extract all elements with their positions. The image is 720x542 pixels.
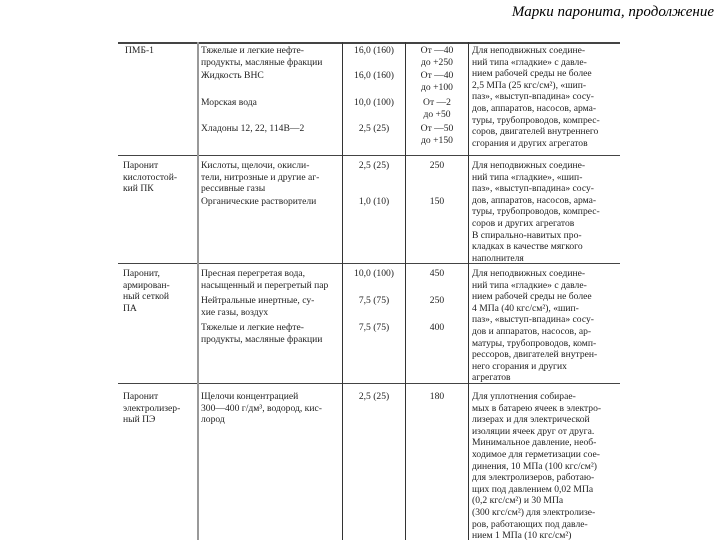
column-divider xyxy=(468,42,469,540)
temperature-cell: 250 xyxy=(429,160,445,171)
table-top-border xyxy=(118,42,620,44)
pressure-cell: 2,5 (25) xyxy=(358,391,390,402)
application-cell: Для неподвижных соедине- ний типа «гладкие», «шип- паз», «выступ-впадина» сосу- дов, аппаратов, насосов, арма- туры, трубопроводов, компрес- соров и других агрегатов В спирально-навитых про- кладках в качестве мягкого наполнителя xyxy=(472,160,600,264)
medium-cell: Жидкость ВНС xyxy=(201,70,264,81)
grade-cell: ПМБ-1 xyxy=(125,45,154,56)
temperature-cell: От —50 до +150 xyxy=(420,123,454,146)
medium-cell: Тяжелые и легкие нефте- продукты, масляные фракции xyxy=(201,45,323,68)
pressure-cell: 16,0 (160) xyxy=(354,70,394,81)
application-cell: Для неподвижных соедине- ний типа «гладкие» с давле- нием рабочей среды не более 4 МПа (40 кгс/см²), «шип- паз», «выступ-впадина» сосу- дов и аппаратов, насосов, ар- матуры, трубопроводов, комп- рессоров, двигателей внутрен- него сгорания и других агрегатов xyxy=(472,268,598,384)
pressure-cell: 10,0 (100) xyxy=(354,268,394,279)
pressure-cell: 2,5 (25) xyxy=(358,123,390,134)
row-divider xyxy=(118,155,620,156)
temperature-cell: 180 xyxy=(429,391,445,402)
application-cell: Для неподвижных соедине- ний типа «гладкие» с давле- нием рабочей среды не более 2,5 МПа (25 кгс/см²), «шип- паз», «выступ-впадина» сосу- дов, аппаратов, насосов, арма- туры, трубопроводов, компрес- соров, двигателей внутреннего сгорания и других агрегатов xyxy=(472,45,600,149)
medium-cell: Щелочи концентрацией 300—400 г/дм³, водород, кис- лород xyxy=(201,391,322,426)
medium-cell: Пресная перегретая вода, насыщенный и перегретый пар xyxy=(201,268,329,291)
column-divider xyxy=(197,42,199,540)
medium-cell: Кислоты, щелочи, окисли- тели, нитрозные и другие аг- рессивные газы xyxy=(201,160,320,195)
temperature-cell: 450 xyxy=(429,268,445,279)
pressure-cell: 2,5 (25) xyxy=(358,160,390,171)
temperature-cell: От —2 до +50 xyxy=(423,97,451,120)
pressure-cell: 7,5 (75) xyxy=(358,322,390,333)
temperature-cell: От —40 до +250 xyxy=(420,45,454,68)
grade-cell: Паронит электролизер- ный ПЭ xyxy=(123,391,181,426)
pressure-cell: 10,0 (100) xyxy=(354,97,394,108)
column-divider xyxy=(342,42,343,540)
pressure-cell: 16,0 (160) xyxy=(354,45,394,56)
pressure-cell: 7,5 (75) xyxy=(358,295,390,306)
grade-cell: Паронит кислотостой- кий ПК xyxy=(123,160,178,195)
temperature-cell: 150 xyxy=(429,196,445,207)
grade-cell: Паронит, армирован- ный сеткой ПА xyxy=(123,268,170,314)
pressure-cell: 1,0 (10) xyxy=(358,196,390,207)
temperature-cell: 400 xyxy=(429,322,445,333)
medium-cell: Хладоны 12, 22, 114В—2 xyxy=(201,123,305,134)
medium-cell: Тяжелые и легкие нефте- продукты, масляные фракции xyxy=(201,322,323,345)
slide-title: Марки паронита, продолжение xyxy=(511,4,714,20)
medium-cell: Морская вода xyxy=(201,97,257,108)
application-cell: Для уплотнения собирае- мых в батарею ячеек в электро- лизерах и для электрической изоляции ячеек друг от друга. Минимальное давление, необ- ходимое для герметизации сое- динения, 10 МПа (100 кгс/см²) для электролизеров, работаю- щих под давлением 0,02 МПа (0,2 кгс/см²) и 30 МПа (300 кгс/см²) для электролизе- ров, работающих под давле- нием 1 МПа (10 кгс/см²) xyxy=(472,391,602,542)
temperature-cell: От —40 до +100 xyxy=(420,70,454,93)
medium-cell: Нейтральные инертные, су- хие газы, воздух xyxy=(201,295,315,318)
temperature-cell: 250 xyxy=(429,295,445,306)
medium-cell: Органические растворители xyxy=(201,196,317,207)
